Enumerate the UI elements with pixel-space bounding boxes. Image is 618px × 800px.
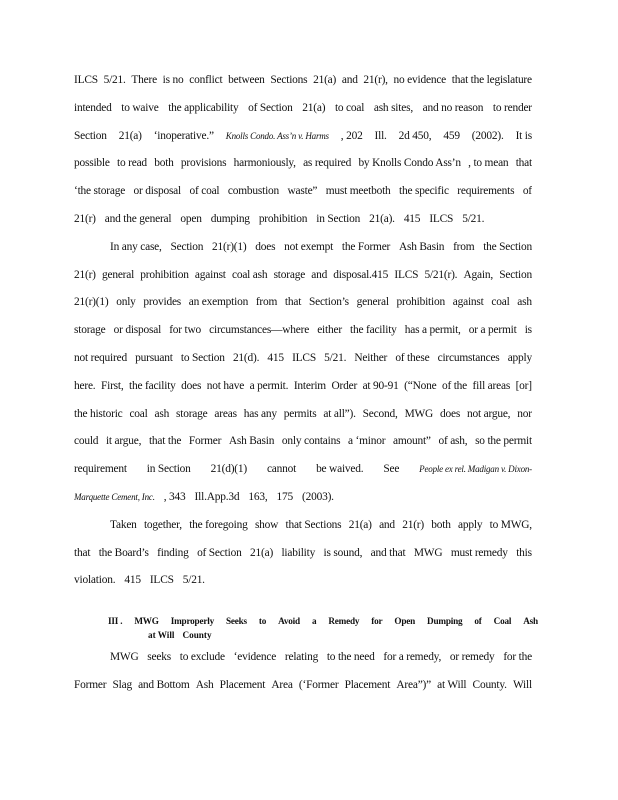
word: 21(a) [313, 74, 337, 86]
word: must remedy [450, 546, 508, 559]
word: 21(a). [369, 213, 395, 225]
word: apply [458, 518, 483, 531]
word: waste” [287, 185, 318, 198]
word: Ash Basin [228, 435, 275, 448]
word: general [101, 268, 135, 281]
word: of [522, 185, 532, 198]
word: ash [517, 296, 532, 309]
word: Will [512, 679, 532, 691]
word: or disposal [133, 185, 182, 198]
word: 2d 450, [398, 129, 432, 142]
word: be waived. [316, 463, 364, 476]
word: the historic [74, 407, 123, 420]
heading-word: Improperly [170, 616, 214, 626]
text-line [74, 156, 532, 170]
word: Placement [344, 679, 391, 691]
word: amount” [392, 435, 431, 448]
word: (“None [404, 379, 437, 392]
text-line [74, 407, 532, 421]
word: coal [129, 407, 148, 420]
word: requirement [74, 463, 127, 476]
word: prohibition [258, 213, 308, 225]
word: liability [281, 546, 316, 559]
word: that the legislature [451, 74, 532, 86]
text-line [110, 240, 532, 254]
word: fill areas [472, 379, 511, 392]
word: ILCS [292, 352, 316, 364]
word: for the [503, 651, 532, 663]
word: In any case, [110, 240, 162, 253]
word: 5/21(r). [424, 268, 458, 281]
word: no evidence [393, 74, 447, 86]
word: 163, [248, 491, 268, 503]
case-citation: Knolls Condo. Ass’n v. Harms [225, 130, 329, 141]
word: both [154, 157, 174, 170]
word: Again, [463, 268, 494, 281]
word: as required [303, 157, 352, 170]
word: Placement [219, 679, 266, 691]
text-line [74, 184, 532, 198]
word: not required [74, 352, 127, 364]
text-line [74, 101, 532, 115]
word: Section [74, 129, 107, 142]
text-line [74, 573, 532, 587]
word: (‘Former [298, 679, 339, 691]
word: MWG [110, 651, 139, 663]
word: so the permit [475, 435, 532, 448]
word: provisions [180, 157, 227, 170]
word: Slag [112, 679, 132, 691]
word: of Section [248, 101, 293, 114]
heading-word: Seeks [225, 616, 247, 626]
word: areas [214, 407, 237, 420]
text-line [74, 462, 532, 476]
word: not have [206, 379, 245, 392]
word: , 343 [163, 491, 186, 503]
word: has any [243, 407, 277, 420]
word: of these [395, 352, 430, 364]
word: ILCS [149, 574, 174, 587]
word: it argue, [105, 435, 142, 448]
word: MWG [413, 546, 443, 559]
word: Sections [270, 74, 308, 86]
word: ILCS [394, 268, 419, 281]
heading-word: a [311, 616, 317, 626]
word: of the [441, 379, 468, 392]
section-heading-line2 [148, 629, 212, 641]
word: 175 [276, 491, 294, 503]
word: must meetboth [325, 185, 391, 198]
word: that [74, 546, 91, 559]
word: Section’s [308, 296, 349, 309]
word: County. [472, 679, 507, 691]
word: 21(a) [348, 518, 372, 531]
word: intended [74, 101, 112, 114]
text-line [74, 323, 532, 337]
heading-word: Ash [523, 616, 538, 626]
word: 415 [267, 352, 284, 364]
word: violation. [74, 574, 116, 587]
word: permits [283, 407, 317, 420]
word: seeks [147, 651, 171, 663]
word: of coal [189, 185, 220, 198]
word: It is [515, 129, 532, 142]
word: harmoniously, [233, 157, 296, 170]
text-line [74, 351, 532, 365]
word: the applicability [168, 101, 239, 114]
word: that Sections [285, 518, 342, 531]
word: for two [169, 324, 202, 337]
word: nor [517, 407, 532, 420]
word: 415 [403, 213, 421, 225]
word: conflict [189, 74, 223, 86]
word: Ash Basin [398, 240, 445, 253]
word: possible [74, 157, 110, 170]
word: coal [491, 296, 510, 309]
word: from [453, 240, 475, 253]
word: the facility [129, 379, 176, 392]
word: pursuant [135, 352, 173, 364]
word: Ash [195, 679, 214, 691]
word: open [180, 213, 202, 225]
word: has a permit, [404, 324, 461, 337]
word: for a remedy, [383, 651, 442, 663]
word: an exemption [188, 296, 249, 309]
word: Neither [354, 352, 388, 364]
word: the Board’s [98, 546, 149, 559]
word: is no [162, 74, 184, 86]
heading-word: for [371, 616, 383, 626]
word: at Will [437, 679, 467, 691]
heading-word: of [474, 616, 482, 626]
word: and the general [104, 213, 172, 225]
word: ‘evidence [233, 651, 277, 663]
word: to render [492, 101, 532, 114]
word: or a permit [468, 324, 517, 337]
word: does [255, 240, 276, 253]
word: prohibition [140, 268, 189, 281]
word: a ‘minor [348, 435, 386, 448]
word: that the [148, 435, 182, 448]
word: apply [507, 352, 532, 364]
word: , to mean [468, 157, 509, 170]
word: ash [154, 407, 170, 420]
text-line [74, 268, 532, 282]
word: 21(r), [363, 74, 388, 86]
word: ILCS [429, 213, 454, 225]
word: 21(r) [402, 518, 424, 531]
word: general [356, 296, 389, 309]
word: not argue, [466, 407, 511, 420]
word: 5/21. [462, 213, 485, 225]
text-line [74, 212, 532, 226]
word: to MWG, [489, 518, 532, 531]
text-line [74, 129, 532, 143]
text-line [110, 518, 532, 532]
word: and that [370, 546, 406, 559]
text-line [74, 295, 532, 309]
word: that [284, 296, 302, 309]
word: is sound, [323, 546, 363, 559]
word: Taken [110, 518, 137, 531]
heading-word: Open [394, 616, 416, 626]
word: to read [117, 157, 147, 170]
word: relating [284, 651, 319, 663]
heading-word: MWG [134, 616, 159, 626]
word: finding [157, 546, 189, 559]
word: is [524, 324, 532, 337]
word: 5/21. [103, 74, 126, 86]
word: (2002). [471, 129, 504, 142]
word: coal ash [231, 268, 268, 281]
word: ILCS [74, 74, 98, 86]
word: does [439, 407, 461, 420]
word: 21(d)(1) [210, 463, 247, 476]
word: 21(r)(1) [212, 240, 247, 253]
word: 21(r)(1) [74, 296, 109, 309]
word: to the need [326, 651, 375, 663]
word: 21(a) [250, 546, 274, 559]
heading-word: Dumping [427, 616, 463, 626]
word: and [379, 518, 395, 531]
word: [or] [515, 379, 532, 392]
heading-word: at Will [148, 630, 175, 640]
word: Second, [362, 407, 398, 420]
word: storage [74, 324, 106, 337]
word: not exempt [284, 240, 334, 253]
word: 415 [124, 574, 141, 587]
word: storage [176, 407, 208, 420]
word: this [516, 546, 532, 559]
word: Section [170, 240, 204, 253]
word: and no reason [422, 101, 484, 114]
word: and [311, 268, 328, 281]
word: of Section [197, 546, 242, 559]
word: to coal [334, 101, 365, 114]
word: 21(a) [302, 101, 326, 114]
word: cannot [266, 463, 297, 476]
word: dumping [210, 213, 250, 225]
word: ash sites, [373, 101, 413, 114]
word: prohibition [396, 296, 445, 309]
word: the facility [350, 324, 397, 337]
word: between [228, 74, 265, 86]
word: 21(r) [74, 213, 96, 225]
word: to exclude [179, 651, 225, 663]
word: at all”). [323, 407, 356, 420]
word: from [255, 296, 278, 309]
case-citation: People ex rel. Madigan v. Dixon- [419, 464, 532, 475]
word: and Bottom [138, 679, 190, 691]
word: Order [331, 379, 358, 392]
section-numeral: III . [108, 616, 123, 626]
text-line [74, 546, 532, 560]
word: of ash, [438, 435, 468, 448]
text-line [74, 490, 532, 504]
word: See [383, 463, 400, 476]
heading-word: County [182, 630, 212, 640]
word: Interim [293, 379, 326, 392]
word: in Section [146, 463, 191, 476]
word: the Section [483, 240, 532, 253]
word: Ill.App.3d [194, 491, 240, 503]
word: 21(a) [118, 129, 142, 142]
word: by Knolls Condo Ass’n [358, 157, 461, 170]
word: Ill. [374, 129, 387, 142]
heading-word: to [258, 616, 267, 626]
word: 459 [443, 129, 460, 142]
word: in Section [316, 213, 361, 225]
word: both [431, 518, 451, 531]
word: First, [100, 379, 124, 392]
heading-word: Remedy [328, 616, 360, 626]
word: There [131, 74, 157, 86]
text-line [74, 678, 532, 692]
word: Former [188, 435, 222, 448]
word: or disposal [113, 324, 162, 337]
word: 21(d). [232, 352, 260, 364]
word: or remedy [449, 651, 495, 663]
word: Former [74, 679, 107, 691]
word: and [341, 74, 358, 86]
word: disposal.415 [333, 268, 389, 281]
word: Section [499, 268, 532, 281]
word: the specific [399, 185, 449, 198]
word: (2003). [302, 491, 334, 503]
word: combustion [227, 185, 280, 198]
word: only contains [281, 435, 341, 448]
word: that [515, 157, 532, 170]
word: against [194, 268, 226, 281]
word: ‘inoperative.” [153, 129, 214, 142]
word: only [116, 296, 136, 309]
word: against [452, 296, 484, 309]
word: the foregoing [189, 518, 248, 531]
text-line [74, 434, 532, 448]
word: 5/21. [324, 352, 347, 364]
word: circumstances—where [209, 324, 310, 337]
word: requirements [457, 185, 515, 198]
word: to waive [121, 101, 159, 114]
word: provides [143, 296, 182, 309]
word: Area”)” [396, 679, 431, 691]
word: to Section [180, 352, 225, 364]
word: either [317, 324, 342, 337]
word: , 202 [340, 129, 363, 142]
word: 21(r) [74, 268, 96, 281]
text-line [74, 73, 532, 87]
word: a permit. [249, 379, 289, 392]
word: show [254, 518, 279, 531]
word: here. [74, 379, 96, 392]
text-line [74, 379, 532, 393]
word: does [181, 379, 202, 392]
case-citation: Marquette Cement, Inc. [74, 492, 155, 502]
word: the Former [341, 240, 391, 253]
word: at 90-91 [362, 379, 399, 392]
text-line [110, 650, 532, 664]
word: 5/21. [182, 574, 205, 587]
word: could [74, 435, 99, 448]
heading-word: Coal [493, 616, 512, 626]
word: together, [143, 518, 182, 531]
word: MWG [404, 407, 434, 420]
word: storage [273, 268, 306, 281]
heading-word: Avoid [278, 616, 300, 626]
section-heading [108, 615, 538, 627]
word: circumstances [437, 352, 500, 364]
word: ‘the storage [74, 185, 126, 198]
word: Area [271, 679, 293, 691]
